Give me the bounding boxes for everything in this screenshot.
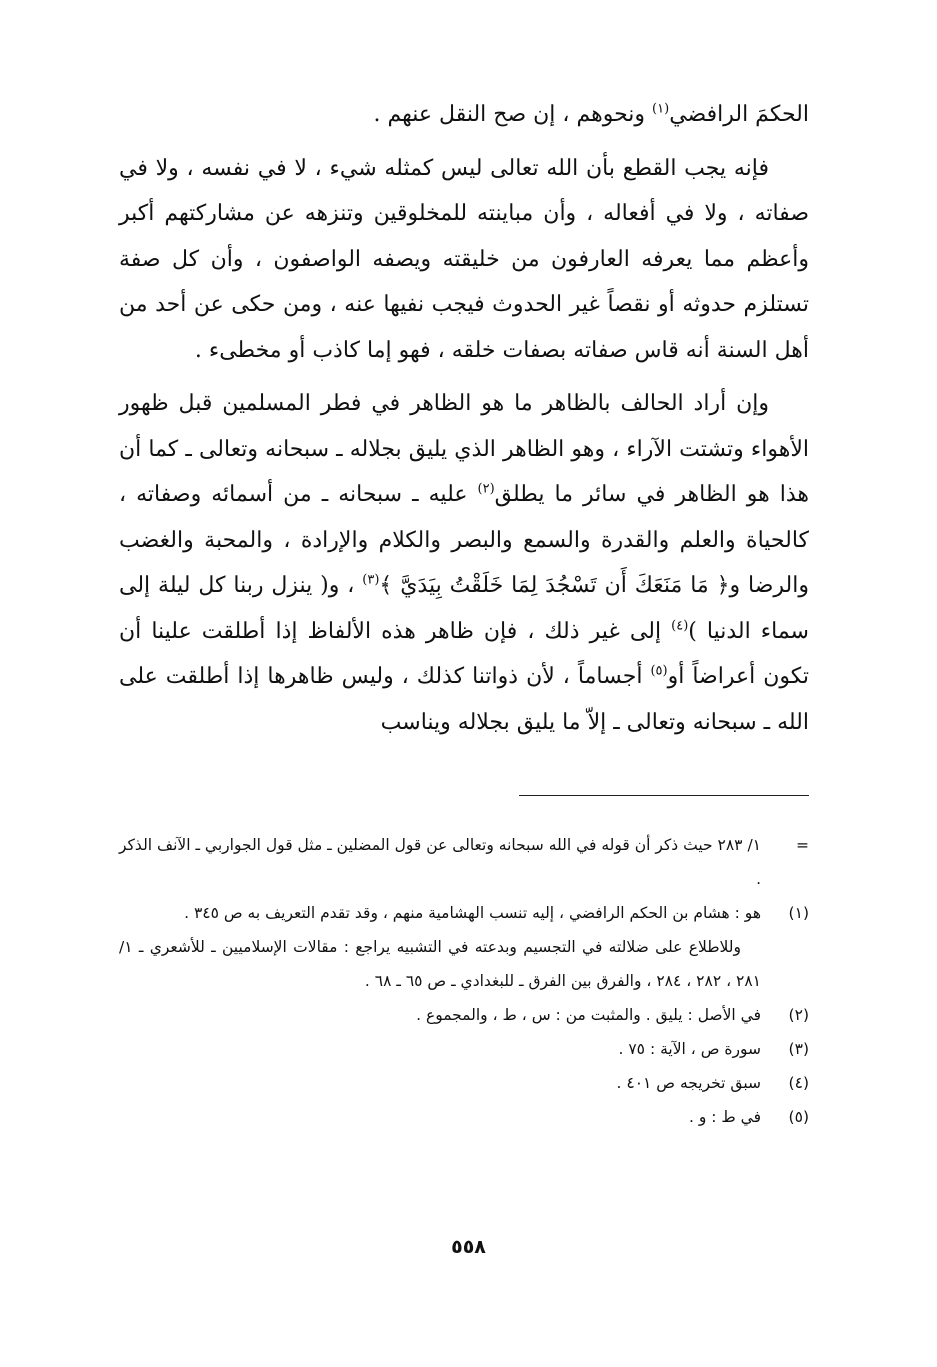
footnote-5: [119, 1100, 809, 1134]
footnote-1-continued: [119, 930, 809, 998]
footnote-number: (١): [788, 904, 809, 922]
footnote-3: [119, 1032, 809, 1066]
footnote-4: [119, 1066, 809, 1100]
footnote-text: في الأصل : يليق . والمثبت من : س ، ط ، والمجموع .: [416, 1006, 761, 1024]
text-span: عليه ـ سبحانه ـ من أسمائه وصفاته ، كالحياة والعلم والقدرة والسمع والبصر والكلام والإرادة ، والمحبة والغضب والرضا و: [119, 482, 809, 598]
footnote-text: سبق تخريجه ص ٤٠١ .: [616, 1074, 761, 1092]
footnote-number: (٢): [788, 1006, 809, 1024]
text-span: ، و( ينزل ربنا كل ليلة إلى سماء الدنيا ): [119, 573, 809, 644]
footnote-text: وللاطلاع على ضلالته في التجسيم وبدعته في التشبيه يراجع : مقالات الإسلاميين ـ للأشعري ـ ١/ ٢٨١ ، ٢٨٢ ، ٢٨٤ ، والفرق بين الفرق ـ للبغدادي ـ ص ٦٥ ـ ٦٨ .: [119, 938, 761, 990]
text-span: إلى غير ذلك ، فإن ظاهر هذه الألفاظ إذا أطلقت علينا أن تكون أعراضاً أو: [119, 618, 809, 689]
footnotes: [119, 828, 809, 1134]
footnote-number: (٣): [788, 1040, 809, 1058]
footnote-ref-2[interactable]: (٢): [477, 481, 495, 497]
footnote-2: [119, 998, 809, 1032]
footnote-ref-1[interactable]: (١): [652, 101, 670, 117]
footnote-1: [119, 896, 809, 930]
footnote-ref-3[interactable]: (٣): [362, 572, 380, 588]
footnote-ref-4[interactable]: (٤): [671, 618, 689, 634]
paragraph-2: فإنه يجب القطع بأن الله تعالى ليس كمثله شيء ، لا في نفسه ، ولا في صفاته ، ولا في أفعاله ، وأن مباينته للمخلوقين وتنزهه عن مشاركتهم أكبر وأعظم مما يعرفه العارفون من خليقته ويصفه الواصفون ، وأن كل صفة تستلزم حدوثه أو نقصاً غير الحدوث فيجب نفيها عنه ، ومن حكى عن أحد من أهل السنة أنه قاس صفاته بصفات خلقه ، فهو إما كاذب أو مخطىء .: [119, 155, 809, 363]
footnote-text: ١/ ٢٨٣ حيث ذكر أن قوله في الله سبحانه وتعالى عن قول المضلين ـ مثل قول الجواربي ـ الآنف الذكر .: [119, 836, 761, 888]
main-text: [119, 92, 809, 745]
footnote-number: (٥): [788, 1108, 809, 1126]
text-span: أجساماً ، لأن ذواتنا كذلك ، وليس ظاهرها إذا أطلقت على الله ـ سبحانه وتعالى ـ إلاّ ما يليق بجلاله ويناسب: [119, 664, 809, 735]
footnote-text: هو : هشام بن الحكم الرافضي ، إليه تنسب الهشامية منهم ، وقد تقدم التعريف به ص ٣٤٥ .: [184, 904, 761, 922]
footnote-text: في ط : و .: [688, 1108, 761, 1126]
footnote-separator: [519, 795, 809, 796]
continuation-marker: =: [796, 836, 809, 854]
page-number: ٥٥٨: [451, 1236, 486, 1258]
footnote-ref-5[interactable]: (٥): [650, 663, 668, 679]
text-span: ونحوهم ، إن صح النقل عنهم .: [373, 102, 653, 127]
footnote-text: سورة ص ، الآية : ٧٥ .: [618, 1040, 761, 1058]
footnote-continuation: [119, 828, 809, 896]
footnote-number: (٤): [788, 1074, 809, 1092]
text-span: وإن أراد الحالف بالظاهر ما هو الظاهر في فطر المسلمين قبل ظهور الأهواء وتشتت الآراء ، وهو الظاهر الذي يليق بجلاله ـ سبحانه وتعالى ـ كما أن هذا هو الظاهر في سائر ما يطلق: [119, 391, 809, 507]
paragraph-3: [119, 381, 809, 745]
paragraph-1: [119, 92, 809, 138]
text-span: الحكمَ الرافضي: [669, 102, 809, 127]
quran-verse: ﴿ مَا مَنَعَكَ أَن تَسْجُدَ لِمَا خَلَقْتُ بِيَدَيَّ ﴾: [379, 573, 730, 598]
